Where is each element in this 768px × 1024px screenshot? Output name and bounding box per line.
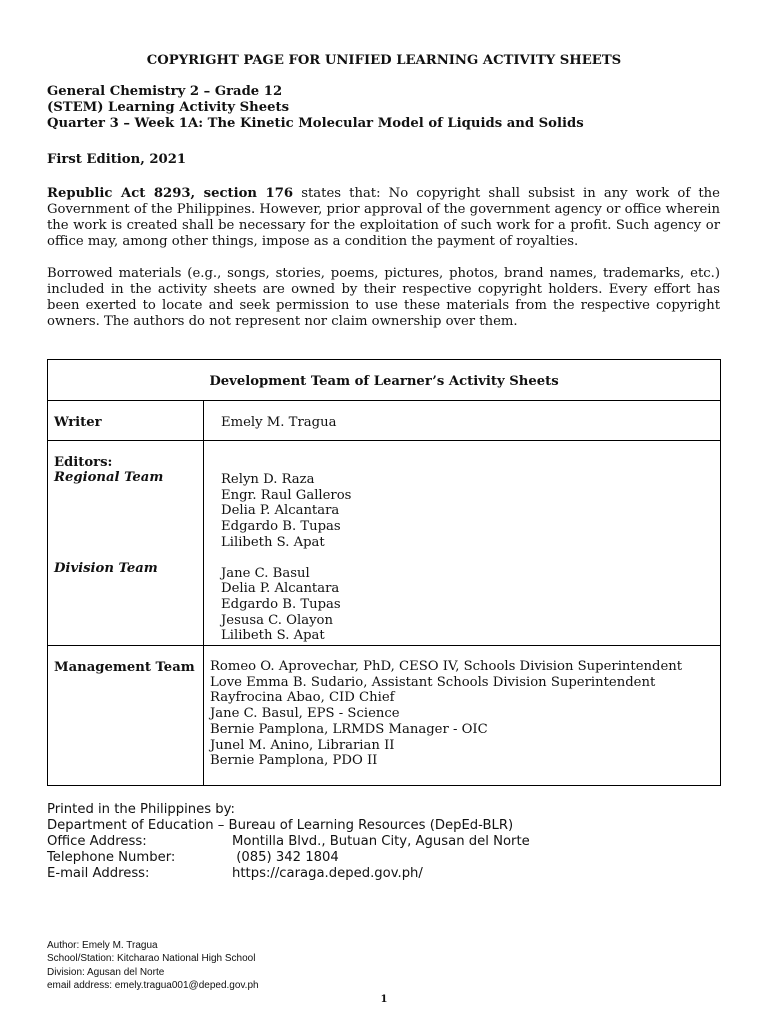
division-team-member: Jane C. Basul [221,565,310,581]
editors-names-cell [204,441,721,646]
copyright-paragraph [47,186,720,250]
office-address-label: Office Address: [47,834,147,849]
telephone-row [47,850,530,866]
republic-act-ref: Republic Act 8293, section 176 [47,186,294,201]
email-label: E-mail Address: [47,866,150,881]
copyright-paragraph-text: states that: No copyright shall subsist in any work of the Government of the Philippines. However, prior approval of the government agency or office wherein the work is created shall be necessary for the exploitation of such work for a profit. Such agency or office may, among other things, impose as a condition the payment of royalties. [47,186,720,249]
subject-line: General Chemistry 2 – Grade 12 [47,84,283,99]
author-footer [47,939,259,993]
management-team-list [210,659,720,769]
office-address-value: Montilla Blvd., Butuan City, Agusan del Norte [232,834,530,849]
page-number: 1 [380,994,388,1005]
regional-team-member: Lilibeth S. Apat [221,534,325,550]
editors-cell [48,441,204,646]
management-cell [204,646,721,786]
footer-division: Division: Agusan del Norte [47,966,165,978]
division-team-list [221,566,720,645]
team-table-heading: Development Team of Learner’s Activity Sheets [48,360,721,401]
development-team-table [47,359,721,786]
page-title: COPYRIGHT PAGE FOR UNIFIED LEARNING ACTIVITY SHEETS [146,53,622,68]
division-team-member: Delia P. Alcantara [221,581,340,597]
division-team-member: Lilibeth S. Apat [221,628,325,644]
borrowed-materials-paragraph: Borrowed materials (e.g., songs, stories, poems, pictures, photos, brand names, trademarks, etc.) included in the activity sheets are owned by their respective copyright holders. Every effort has been exerted to locate and seek permission to use these materials from the respective copyright owners. The authors do not represent nor claim ownership over them. [47,266,720,329]
regional-team-member: Edgardo B. Tupas [221,519,341,535]
management-team-member: Love Emma B. Sudario, Assistant Schools Division Superintendent [210,674,656,690]
management-team-member: Jane C. Basul, EPS - Science [210,706,400,722]
printed-by-line: Printed in the Philippines by: [47,802,235,817]
footer-email: email address: emely.tragua001@deped.gov.ph [47,980,259,992]
editors-label: Editors: [54,455,113,470]
management-team-member: Bernie Pamplona, LRMDS Manager - OIC [210,721,488,737]
deped-line: Department of Education – Bureau of Learning Resources (DepEd-BLR) [47,818,514,833]
writer-label: Writer [48,401,204,441]
management-team-member: Romeo O. Aprovechar, PhD, CESO IV, Schools Division Superintendent [210,659,683,674]
edition-line: First Edition, 2021 [47,152,187,167]
writer-name: Emely M. Tragua [204,401,721,441]
email-row [47,866,530,882]
regional-team-member: Delia P. Alcantara [221,503,340,519]
telephone-label: Telephone Number: [47,850,176,865]
email-value: https://caraga.deped.gov.ph/ [232,866,423,881]
management-team-member: Junel M. Anino, Librarian II [210,737,395,753]
regional-team-member: Engr. Raul Galleros [221,487,352,503]
division-team-label: Division Team [54,561,158,576]
management-team-member: Bernie Pamplona, PDO II [210,753,378,769]
footer-school: School/Station: Kitcharao National High School [47,953,256,965]
printed-by-block [47,802,530,882]
footer-author: Author: Emely M. Tragua [47,940,158,951]
division-team-member: Jesusa C. Olayon [221,612,333,628]
regional-team-member: Relyn D. Raza [221,472,315,487]
regional-team-list [221,472,720,551]
quarter-line: Quarter 3 – Week 1A: The Kinetic Molecular Model of Liquids and Solids [47,116,584,131]
regional-team-label: Regional Team [54,470,164,485]
telephone-value: (085) 342 1804 [232,850,339,865]
strand-line: (STEM) Learning Activity Sheets [47,100,289,115]
division-team-member: Edgardo B. Tupas [221,596,341,612]
management-label: Management Team [48,646,204,786]
office-address-row [47,834,530,850]
management-team-member: Rayfrocina Abao, CID Chief [210,690,395,706]
